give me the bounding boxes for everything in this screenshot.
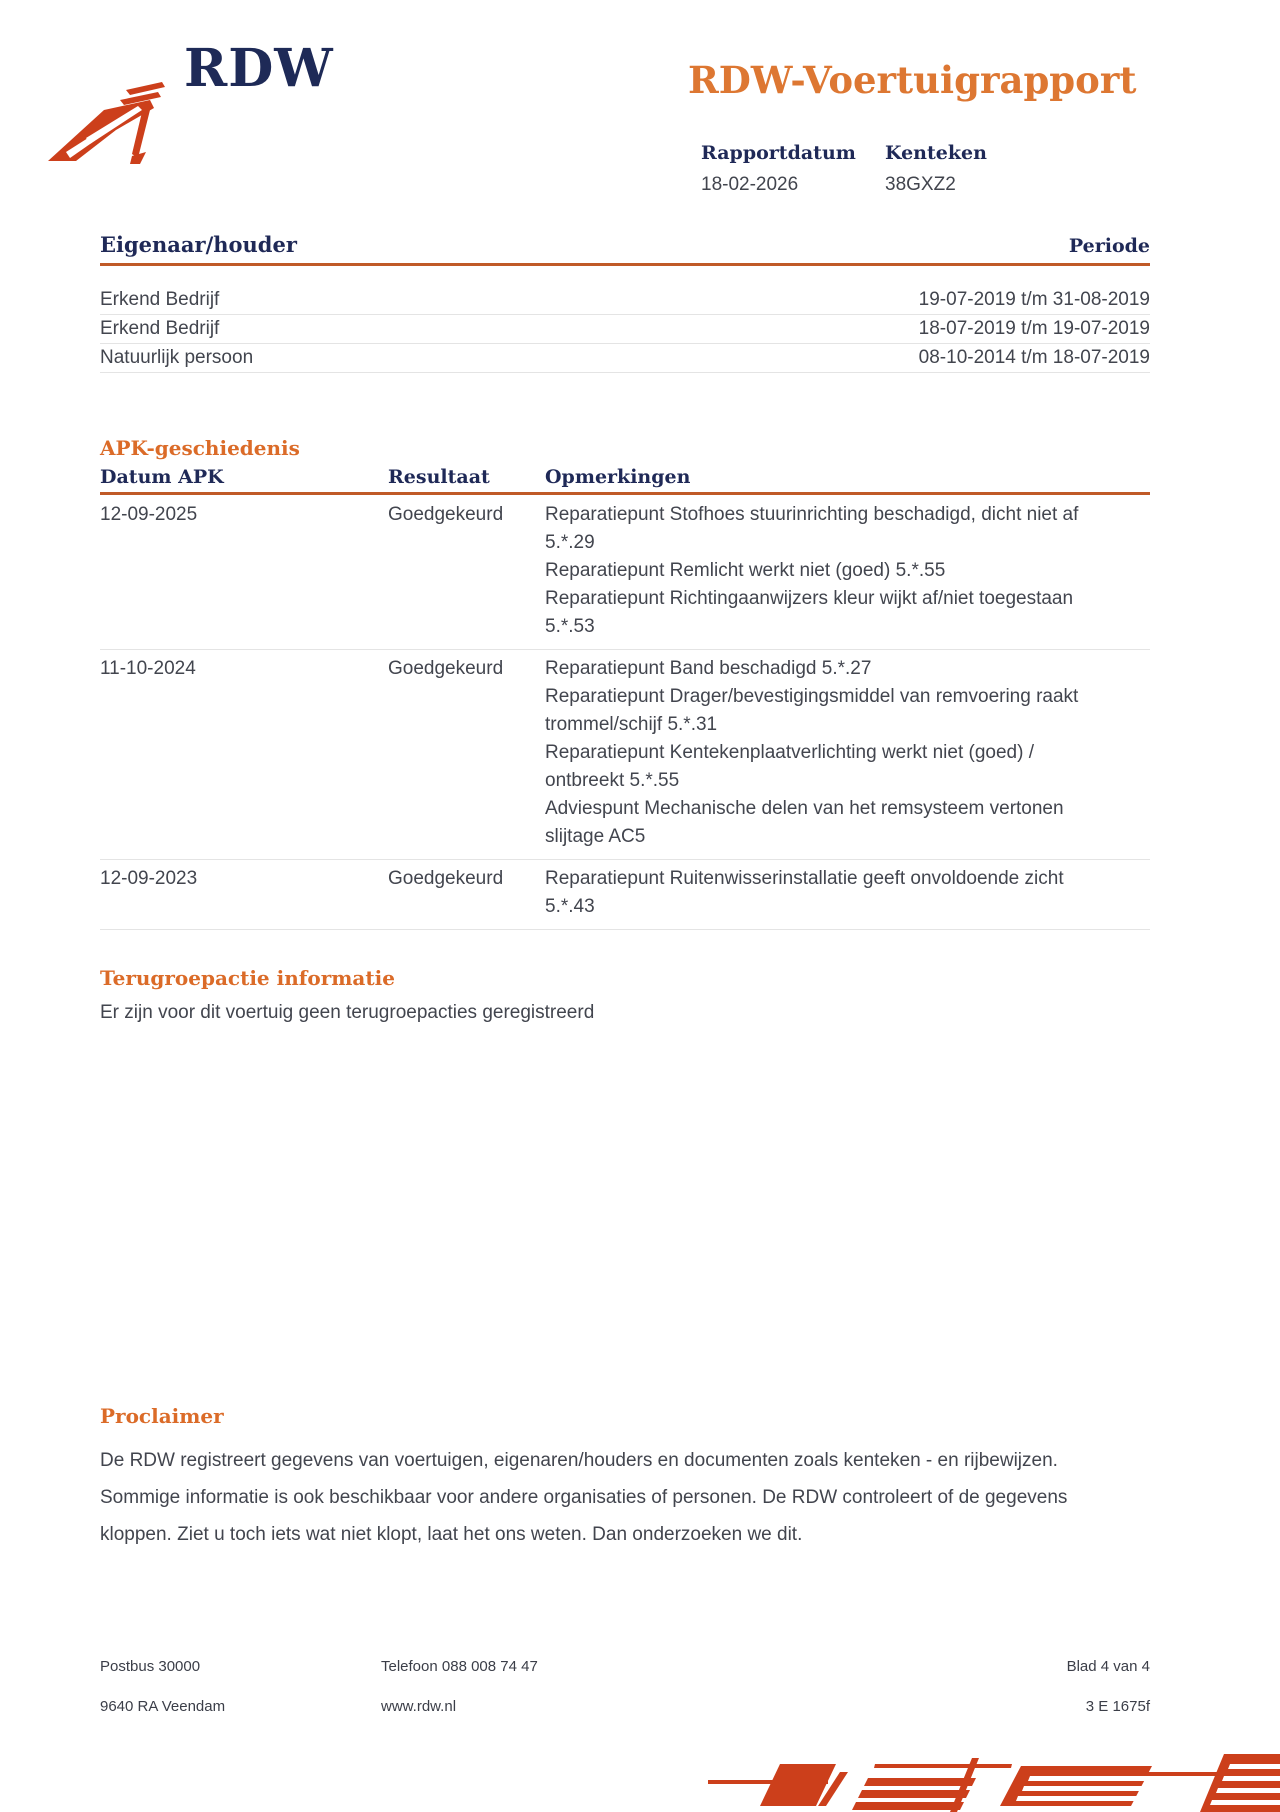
remark-line: trommel/schijf 5.*.31 [545, 714, 718, 735]
report-date-value: 18-02-2026 [701, 174, 799, 195]
footer-postbus: Postbus 30000 [100, 1658, 201, 1675]
apk-date: 11-10-2024 [100, 658, 196, 679]
footer-phone: Telefoon 088 008 74 47 [381, 1658, 538, 1675]
rdw-stripes-graphic [700, 1720, 1280, 1812]
remark-line: Reparatiepunt Remlicht werkt niet (goed) 5.*.55 [545, 560, 946, 581]
apk-result: Goedgekeurd [388, 868, 504, 889]
apk-column-date: Datum APK [100, 466, 224, 488]
table-row [100, 496, 1150, 650]
apk-remarks [545, 655, 1150, 851]
proclaimer-line: Sommige informatie is ook beschikbaar voor andere organisaties of personen. De RDW controleert of de gegevens [100, 1487, 1068, 1508]
table-row [100, 860, 1150, 930]
owner-section-divider [100, 263, 1150, 266]
owner-period: 19-07-2019 t/m 31-08-2019 [918, 289, 1150, 310]
apk-table-header [100, 466, 1150, 488]
owner-row [100, 344, 1150, 373]
apk-table-rows [100, 496, 1150, 930]
period-column-heading: Periode [1068, 235, 1150, 257]
owner-section-heading: Eigenaar/houder [100, 232, 297, 257]
page-title: RDW-Voertuigrapport [688, 58, 1137, 102]
remark-line: Reparatiepunt Richtingaanwijzers kleur wijkt af/niet toegestaan [545, 588, 1074, 609]
owner-section-header [100, 232, 1150, 257]
license-plate-label: Kenteken [885, 142, 987, 164]
apk-date: 12-09-2023 [100, 868, 198, 889]
owner-period: 18-07-2019 t/m 19-07-2019 [918, 318, 1150, 339]
rdw-logo-text: RDW [184, 38, 334, 99]
footer-city: 9640 RA Veendam [100, 1698, 226, 1715]
footer-page-number: Blad 4 van 4 [1066, 1658, 1150, 1675]
owner-name: Natuurlijk persoon [100, 347, 254, 368]
rdw-logo-bird-icon [46, 68, 178, 168]
owner-row [100, 315, 1150, 344]
footer-website: www.rdw.nl [381, 1698, 457, 1715]
remark-line: ontbreekt 5.*.55 [545, 770, 680, 791]
owner-period: 08-10-2014 t/m 18-07-2019 [918, 347, 1150, 368]
recall-section-body: Er zijn voor dit voertuig geen terugroepacties geregistreerd [100, 1002, 595, 1023]
remark-line: Reparatiepunt Band beschadigd 5.*.27 [545, 658, 872, 679]
apk-column-result: Resultaat [388, 466, 490, 488]
license-plate-value: 38GXZ2 [885, 174, 956, 195]
report-date-label: Rapportdatum [701, 142, 856, 164]
remark-line: 5.*.53 [545, 616, 595, 637]
remark-line: Reparatiepunt Kentekenplaatverlichting werkt niet (goed) / [545, 742, 1035, 763]
remark-line: Reparatiepunt Stofhoes stuurinrichting beschadigd, dicht niet af [545, 504, 1079, 525]
remark-line: slijtage AC5 [545, 826, 646, 847]
footer-form-code: 3 E 1675f [1085, 1698, 1150, 1715]
apk-history-heading: APK-geschiedenis [100, 436, 300, 460]
table-row [100, 650, 1150, 860]
apk-remarks [545, 865, 1150, 921]
apk-remarks [545, 501, 1150, 641]
owner-name: Erkend Bedrijf [100, 289, 220, 310]
remark-line: 5.*.43 [545, 896, 595, 917]
apk-result: Goedgekeurd [388, 658, 504, 679]
recall-section-heading: Terugroepactie informatie [100, 966, 395, 990]
apk-result: Goedgekeurd [388, 504, 504, 525]
owner-rows [100, 286, 1150, 373]
proclaimer-body [100, 1442, 1160, 1553]
remark-line: 5.*.29 [545, 532, 595, 553]
apk-column-remarks: Opmerkingen [545, 466, 691, 488]
proclaimer-line: De RDW registreert gegevens van voertuigen, eigenaren/houders en documenten zoals kenteken - en rijbewijzen. [100, 1450, 1058, 1471]
apk-table-divider [100, 492, 1150, 495]
owner-row [100, 286, 1150, 315]
remark-line: Reparatiepunt Ruitenwisserinstallatie geeft onvoldoende zicht [545, 868, 1064, 889]
proclaimer-heading: Proclaimer [100, 1404, 224, 1428]
remark-line: Adviespunt Mechanische delen van het remsysteem vertonen [545, 798, 1064, 819]
apk-date: 12-09-2025 [100, 504, 198, 525]
proclaimer-line: kloppen. Ziet u toch iets wat niet klopt, laat het ons weten. Dan onderzoeken we dit. [100, 1524, 803, 1545]
owner-name: Erkend Bedrijf [100, 318, 220, 339]
remark-line: Reparatiepunt Drager/bevestigingsmiddel van remvoering raakt [545, 686, 1079, 707]
